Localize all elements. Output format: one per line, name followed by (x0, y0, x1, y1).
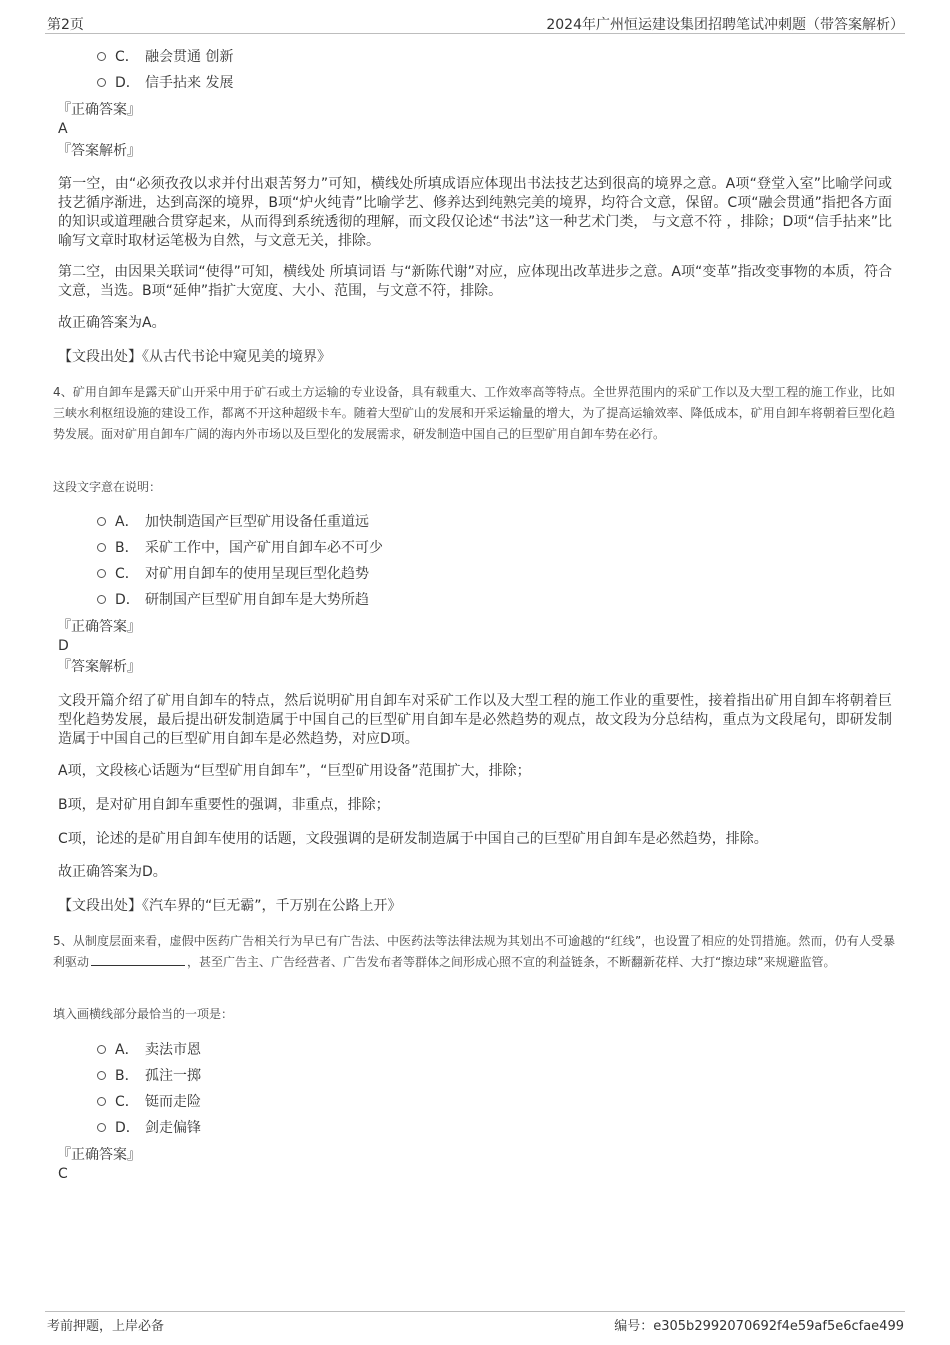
radio-icon[interactable] (97, 569, 106, 578)
header-divider (45, 33, 905, 34)
q3-analysis-label: 『答案解析』 (57, 143, 141, 159)
radio-icon[interactable] (97, 1045, 106, 1054)
q5-prompt: 填入画横线部分最恰当的一项是： (53, 1007, 234, 1021)
q4-analysis-p1: 文段开篇介绍了矿用自卸车的特点，然后说明矿用自卸车对采矿工作以及大型工程的施工作业的重要性，接着指出矿用自卸车将朝着巨型化趋势发展，最后提出研发制造属于中国自己的巨型矿用自卸车是必然趋势的观点，故文段为分总结构，重点为文段尾句，即研发制造属于中国自己的巨型矿用自卸车是必然趋势，对应D项。 (58, 693, 892, 747)
radio-icon[interactable] (97, 595, 106, 604)
radio-icon[interactable] (97, 52, 106, 61)
page-number: 第2页 (47, 17, 84, 33)
q5-option-b[interactable]: B． 孤注一掷 (97, 1066, 201, 1086)
q3-source: 【文段出处】《从古代书论中窥见美的境界》 (58, 349, 331, 365)
q4-option-a[interactable]: A． 加快制造国产巨型矿用设备任重道远 (97, 512, 369, 532)
q5-stem: 5、从制度层面来看，虚假中医药广告相关行为早已有广告法、中医药法等法律法规为其划出不可逾越的“红线”，也设置了相应的处罚措施。然而，仍有人受暴利驱动 ，甚至广告主、广告经营者、广告发布者等群体之间形成心照不宣的利益链条，不断翻新花样、大打“擦边球”来规避监管。 (53, 934, 895, 969)
document-title: 2024年广州恒运建设集团招聘笔试冲刺题（带答案解析） (546, 17, 904, 33)
radio-icon[interactable] (97, 1123, 106, 1132)
q5-option-a[interactable]: A． 卖法市恩 (97, 1040, 201, 1060)
radio-icon[interactable] (97, 1071, 106, 1080)
footer-slogan: 考前押题，上岸必备 (47, 1319, 165, 1334)
q4-prompt: 这段文字意在说明： (53, 480, 162, 494)
q4-analysis-c: C项，论述的是矿用自卸车使用的话题，文段强调的是研发制造属于中国自己的巨型矿用自卸车是必然趋势，排除。 (58, 831, 768, 847)
q4-option-d[interactable]: D． 研制国产巨型矿用自卸车是大势所趋 (97, 590, 369, 610)
q3-option-c[interactable]: C． 融会贯通 创新 (97, 47, 233, 67)
q4-analysis-a: A项，文段核心话题为“巨型矿用自卸车”，“巨型矿用设备”范围扩大，排除； (58, 763, 531, 779)
q4-source: 【文段出处】《汽车界的“巨无霸”，千万别在公路上开》 (58, 898, 402, 914)
q3-conclusion: 故正确答案为A。 (58, 315, 166, 331)
q3-analysis-p1: 第一空，由“必须孜孜以求并付出艰苦努力”可知，横线处所填成语应体现出书法技艺达到很高的境界之意。A项“登堂入室”比喻学问或技艺循序渐进，达到高深的境界，B项“炉火纯青”比喻学艺、修养达到纯熟完美的境界，均符合文意，保留。C项“融会贯通”指把各方面的知识或道理融合贯穿起来，从而得到系统透彻的理解，而文段仅论述“书法”这一种艺术门类， 与文意不符 ，排除；D项“信手拈来”比喻写文章时取材运笔极为自然，与文意无关，排除。 (58, 176, 892, 249)
q5-option-c[interactable]: C． 铤而走险 (97, 1092, 201, 1112)
fill-blank (91, 953, 185, 966)
footer-divider (45, 1311, 905, 1312)
q4-stem: 4、矿用自卸车是露天矿山开采中用于矿石或土方运输的专业设备，具有载重大、工作效率高等特点。全世界范围内的采矿工作以及大型工程的施工作业，比如三峡水利枢纽设施的建设工作，都离不开这种超级卡车。随着大型矿山的发展和开采运输量的增大，为了提高运输效率、降低成本，矿用自卸车将朝着巨型化趋势发展。面对矿用自卸车广阔的海内外市场以及巨型化的发展需求，研发制造中国自己的巨型矿用自卸车势在必行。 (53, 385, 895, 441)
radio-icon[interactable] (97, 517, 106, 526)
q4-conclusion: 故正确答案为D。 (58, 864, 167, 880)
q3-answer: A (58, 121, 68, 137)
q5-answer-label: 『正确答案』 (57, 1147, 141, 1163)
radio-icon[interactable] (97, 543, 106, 552)
q4-answer: D (58, 638, 69, 654)
q4-option-c[interactable]: C． 对矿用自卸车的使用呈现巨型化趋势 (97, 564, 369, 584)
q5-answer: C (58, 1166, 68, 1182)
q3-analysis-p2: 第二空，由因果关联词“使得”可知，横线处 所填词语 与“新陈代谢”对应，应体现出改革进步之意。A项“变革”指改变事物的本质，符合文意，当选。B项“延伸”指扩大宽度、大小、范围，与文意不符，排除。 (58, 264, 892, 299)
q3-answer-label: 『正确答案』 (57, 102, 141, 118)
q4-option-b[interactable]: B． 采矿工作中，国产矿用自卸车必不可少 (97, 538, 383, 558)
q5-option-d[interactable]: D． 剑走偏锋 (97, 1118, 201, 1138)
q4-answer-label: 『正确答案』 (57, 619, 141, 635)
radio-icon[interactable] (97, 78, 106, 87)
q4-analysis-label: 『答案解析』 (57, 659, 141, 675)
document-code: 编号：e305b2992070692f4e59af5e6cfae499 (614, 1319, 904, 1334)
q4-analysis-b: B项，是对矿用自卸车重要性的强调，非重点，排除； (58, 797, 390, 813)
radio-icon[interactable] (97, 1097, 106, 1106)
q3-option-d[interactable]: D． 信手拈来 发展 (97, 73, 233, 93)
